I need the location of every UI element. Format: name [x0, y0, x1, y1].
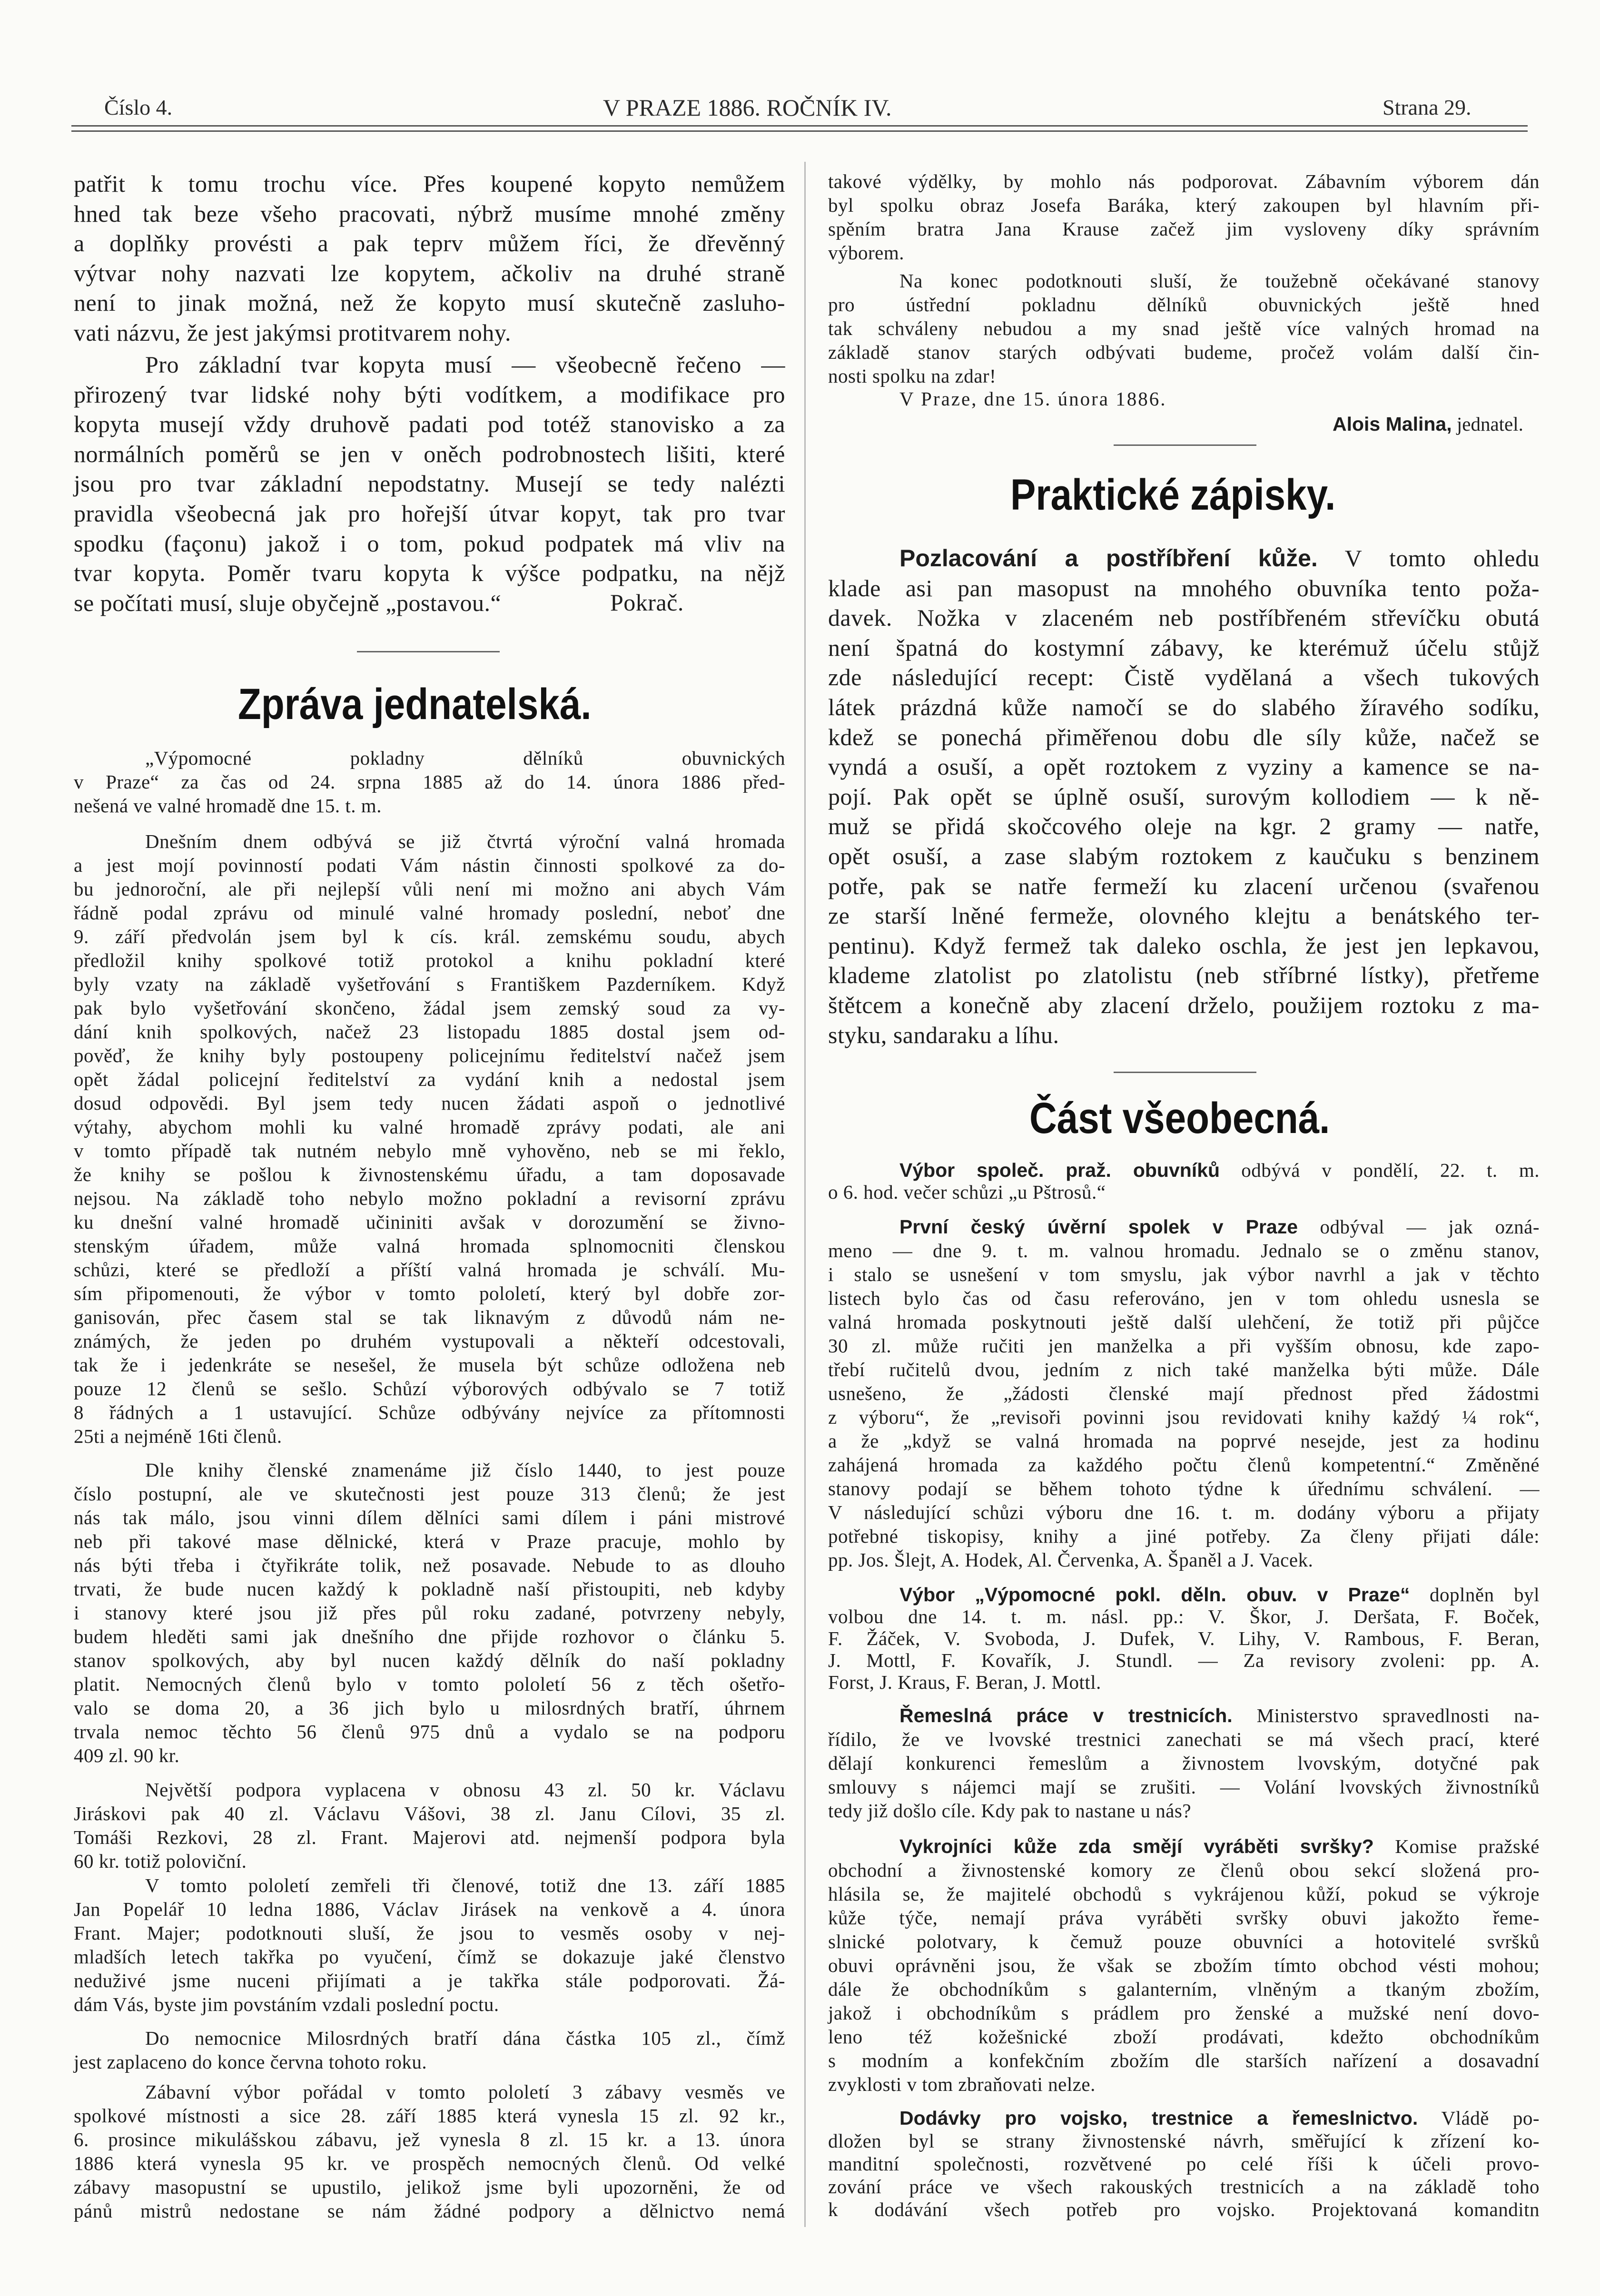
- text-line: jest zaplaceno do konce června tohoto roku.: [74, 2051, 427, 2073]
- text-line: že knihy se pošlou k živnostenskému úřadu, a tam doposavade: [74, 1163, 785, 1185]
- text-line: patřit k tomu trochu více. Přes koupené kopyto nemůžem: [74, 170, 785, 197]
- text-line: V následující schůzi výboru dne 16. t. m. dodány výboru a přijaty: [828, 1501, 1540, 1523]
- text-line: třebí ručitelů dvou, jedním z nich také manželka býti může. Dále: [828, 1359, 1540, 1380]
- line-text: odbývá v pondělí, 22. t. m.: [1220, 1159, 1540, 1181]
- section-divider: [1114, 1072, 1256, 1073]
- text-line: spodku (façonu) jakož i o tom, pokud podpatek má vliv na: [74, 530, 785, 557]
- text-line: byl spolku obraz Josefa Baráka, který zakoupen byl hlavním při-: [828, 194, 1540, 216]
- text-line: 30 zl. může ručiti jen manželka a při vyšším obnosu, kde zapo-: [828, 1335, 1540, 1357]
- text-line: pouze 12 členů se sešlo. Schůzí výborových odbývalo se 7 totiž: [74, 1378, 785, 1399]
- line-text: Vládě po-: [1418, 2107, 1540, 2129]
- news-item: [828, 1215, 1540, 1572]
- text-line: číslo postupní, ale ve skutečnosti jest pouze 313 členů; že jest: [74, 1483, 785, 1505]
- continued-note: [610, 588, 684, 618]
- text-line: štětcem a konečně aby zlacení drželo, použijem roztoku z ma-: [828, 991, 1540, 1018]
- text-line: kopyta musejí vždy druhově padati pod totéž stanovisko a za: [74, 411, 785, 438]
- text-line: [828, 1704, 1540, 1727]
- text-line: zvyklosti v tom zbraňovati nelze.: [828, 2073, 1096, 2095]
- text-line: dložen byl se strany živnostenské návrh, směřující k zřízení ko-: [828, 2130, 1540, 2152]
- text-line: není špatná do kostymní zábavy, ke kterémuž účelu stůjž: [828, 634, 1540, 661]
- text-line: 8 řádných a 1 ustavující. Schůze odbývány nejvíce za přítomnosti: [74, 1401, 785, 1423]
- text-line: 1886 která vynesla 95 kr. ve prospěch nemocných členů. Od velké: [74, 2152, 785, 2174]
- text-line: pro ústřední pokladnu dělníků obuvnických ještě hned: [828, 294, 1540, 315]
- paragraph: [74, 1778, 785, 1873]
- run-in-title: Výbor „Výpomocné pokl. děln. obuv. v Praze“: [899, 1584, 1410, 1606]
- section-divider: [357, 651, 500, 652]
- text-line: bu jednoroční, ale při nejlepší vůli není mi možno ani abych Vám: [74, 878, 785, 900]
- text-line: slnické polotvary, k čemuž pouze obuvníci a hotovitelé svršků: [828, 1931, 1540, 1952]
- text-line: valo se doma 20, a 36 jich bylo u milosrdných bratří, úhrnem: [74, 1697, 785, 1719]
- issue-number: Číslo 4.: [104, 95, 173, 119]
- text-line: zde následující recept: Čistě vydělaná a všech tukových: [828, 664, 1540, 691]
- text-line: spěním bratra Jana Krause začež jim vysloveny díky správním: [828, 218, 1540, 240]
- column-divider: [804, 162, 806, 2227]
- text-line: stenským úřadem, může valná hromada splnomocniti členskou: [74, 1235, 785, 1257]
- run-in-title: Vykrojníci kůže zda smějí vyráběti svršky?: [899, 1835, 1374, 1857]
- paragraph: [74, 2080, 785, 2223]
- text-line: [828, 1834, 1540, 1858]
- text-line: [828, 1159, 1540, 1181]
- news-item: [828, 1159, 1540, 1203]
- news-item: [828, 2107, 1540, 2221]
- text-line: manditní společnosti, rozvětvené po celé říši k účeli provo-: [828, 2153, 1540, 2175]
- text-line: pověď, že knihy byly postoupeny policejnímu ředitelství načež jsem: [74, 1045, 785, 1066]
- text-line: jakož i obchodníkům s prádlem pro ženské a mužské není dovo-: [828, 2002, 1540, 2024]
- text-line: vati názvu, že jest jakýmsi protitvarem nohy.: [74, 319, 512, 346]
- text-line: hned tak beze všeho pracovati, nýbrž musíme mnohé změny: [74, 200, 785, 227]
- text-line: Jiráskovi pak 40 zl. Václavu Vášovi, 38 zl. Janu Cílovi, 35 zl.: [74, 1803, 785, 1824]
- text-line: a že „když se valná hromada na poprvé nesejde, jest za hodinu: [828, 1430, 1540, 1452]
- text-line: dání knih spolkových, načež 23 listopadu 1885 dostal jsem od-: [74, 1021, 785, 1043]
- news-item: [828, 1834, 1540, 2096]
- line-text: Ministerstvo spravedlnosti na-: [1232, 1705, 1540, 1726]
- text-line: obuvi oprávněni jsou, že však se zbožím tímto obchod vésti mohou;: [828, 1954, 1540, 1976]
- signer-name: Alois Malina,: [1333, 413, 1452, 435]
- text-line: nejsou. Na základě toho nebylo možno pokladní a revisorní zprávu: [74, 1187, 785, 1209]
- report-intro: [74, 746, 785, 818]
- text-line: nosti spolku na zdar!: [828, 365, 997, 387]
- text-line: pentinu). Když fermež tak daleko oschla, že jest jen lepkavou,: [828, 932, 1540, 959]
- paragraph: [74, 169, 785, 348]
- text-line: výtahy, abychom mohli ku valné hromadě zprávy podati, ale ani: [74, 1116, 785, 1138]
- page-number: Strana 29.: [1383, 95, 1472, 119]
- text-line: trvati, že bude nucen každý k pokladně naší přistoupiti, neb kdyby: [74, 1578, 785, 1600]
- text-line: výtvar nohy nazvati lze kopytem, ačkoliv na druhé straně: [74, 259, 785, 286]
- text-line: z výboru“, že „revisoři povinni jsou revidovati knihy každý ¼ rok“,: [828, 1406, 1540, 1428]
- text-line: 25ti a nejméně 16ti členů.: [74, 1425, 282, 1447]
- text-line: Největší podpora vyplacena v obnosu 43 zl. 50 kr. Václavu: [145, 1779, 785, 1801]
- text-line: jsou pro tvar základní nepodstatny. Musejí se tedy nalézti: [74, 470, 785, 497]
- paragraph: [74, 829, 785, 1448]
- paragraph: [74, 1458, 785, 1767]
- signer-role: jednatel.: [1456, 413, 1523, 435]
- text-line: klademe zlatolist po zlatolistu (neb stříbrné lístky), přetřeme: [828, 962, 1540, 989]
- run-in-title: První český úvěrní spolek v Praze: [899, 1216, 1298, 1238]
- paragraph: [74, 1873, 785, 2016]
- text-line: Na konec podotknouti sluší, že toužebně očekávané stanovy: [899, 270, 1540, 292]
- text-line: ze starší lněné fermeže, olovného klejtu a benátského ter-: [828, 902, 1540, 929]
- text-line: dám Vás, byste jim povstáním vzdali poslední poctu.: [74, 1993, 499, 2015]
- text-line: přirozený tvar lidské nohy býti vodítkem, a modifikace pro: [74, 381, 785, 408]
- continued-label: Pokrač.: [610, 589, 684, 616]
- news-item: [828, 1584, 1540, 1693]
- text-line: neb při takové mase dělnické, která v Praze pracuje, mohlo by: [74, 1530, 785, 1552]
- text-line: platit. Nemocných členů bylo v tomto pololetí 56 z těch ošetřo-: [74, 1673, 785, 1695]
- text-line: známých, že jeden po druhém vystupovali a někteří odcestovali,: [74, 1330, 785, 1352]
- text-line: [828, 1584, 1540, 1606]
- text-line: Dnešním dnem odbývá se již čtvrtá výroční valná hromada: [145, 830, 785, 852]
- text-line: volbou dne 14. t. m. násl. pp.: V. Škor, J. Deršata, F. Boček,: [828, 1606, 1540, 1627]
- text-line: stanov spolkových, aby byl nucen každý dělník do naší pokladny: [74, 1649, 785, 1671]
- text-line: kdež se ponechá přiměřenou dobu dle síly kůže, načež se: [828, 723, 1540, 750]
- text-line: opět osuší, a zase slabým roztokem z kaučuku s benzinem: [828, 842, 1540, 869]
- line-text: Komise pražské: [1373, 1835, 1540, 1857]
- text-line: pak bylo vyšetřování skončeno, žádal jsem zemský soud za vy-: [74, 997, 785, 1019]
- text-line: výborem.: [828, 242, 904, 264]
- text-line: takové výdělky, by mohlo nás podporovat. Zábavním výborem dán: [828, 170, 1540, 192]
- text-line: stanovy podají se během tohoto týdne k úřednímu schválení. —: [828, 1478, 1540, 1499]
- text-line: základě stanov starých odbývati budeme, pročež volám další čin-: [828, 341, 1540, 363]
- text-line: usnešeno, že „žádosti členské mají přednost před žádostmi: [828, 1382, 1540, 1404]
- news-item: [828, 1704, 1540, 1823]
- masthead-title: V PRAZE 1886. ROČNÍK IV.: [603, 94, 892, 121]
- text-line: zování práce ve všech rakouských trestnicích a na základě toho: [828, 2176, 1540, 2197]
- text-line: i stalo se usnešení v tom smyslu, jak výbor navrhl a jak v těchto: [828, 1263, 1540, 1285]
- text-line: potře, pak se natře fermeží ku zlacení určenou (svařenou: [828, 872, 1540, 899]
- text-line: tvar kopyta. Poměr tvaru kopyta k výšce podpatku, na nějž: [74, 560, 785, 587]
- text-line: látek prázdná kůže namočí se do slabého žíravého sodíku,: [828, 693, 1540, 720]
- text-line: nešená ve valné hromadě dne 15. t. m.: [74, 795, 382, 817]
- paragraph: [828, 169, 1540, 265]
- text-line: sím připomenouti, že výbor v tomto pololetí, který byl dobře zor-: [74, 1282, 785, 1304]
- text-line: dosud odpovědi. Byl jsem tedy nucen žádati aspoň o jednotlivé: [74, 1092, 785, 1114]
- text-line: pánů mistrů nedostane se nám žádné podpory a dělnictvo nemá: [74, 2200, 785, 2222]
- text-line: tak schváleny nebudou a my snad ještě více valných hromad na: [828, 317, 1540, 339]
- text-line: klade asi pan masopust na mnohého obuvníka tento poža-: [828, 574, 1540, 601]
- text-line: budem hleděti sami jak dnešního dne přijde rozhovor o článku 5.: [74, 1626, 785, 1647]
- report-date: V Praze, dne 15. února 1886.: [899, 388, 1167, 410]
- text-line: meno — dne 9. t. m. valnou hromadu. Jednalo se o změnu stanov,: [828, 1240, 1540, 1261]
- text-line: davek. Nožka v zlaceném neb postříbřeném střevíčku obutá: [828, 604, 1540, 631]
- run-in-title: Výbor společ. praž. obuvníků: [899, 1159, 1220, 1181]
- text-line: Jan Popelář 10 ledna 1886, Václav Jirásek na venkově a 4. února: [74, 1898, 785, 1920]
- text-line: s modním a konfekčním zbožím dle starších nařízení a dosavadní: [828, 2050, 1540, 2071]
- text-line: pp. Jos. Šlejt, A. Hodek, Al. Červenka, A. Španěl a J. Vacek.: [828, 1549, 1314, 1571]
- text-line: zábavy masopustní se upustilo, jelikož jsme byli upozorněni, že od: [74, 2176, 785, 2198]
- text-line: neduživé jsme nuceni přijímati a je takřka stále podporovati. Žá-: [74, 1970, 785, 1991]
- run-in-title: Pozlacování a postříbření kůže.: [899, 545, 1318, 572]
- text-line: „Výpomocné pokladny dělníků obuvnických: [145, 747, 785, 769]
- text-line: tedy již došlo cíle. Kdy pak to nastane u nás?: [828, 1800, 1192, 1822]
- text-line: hlásila se, že majitelé obchodů s vykrájenou kůží, pokud se výkroje: [828, 1883, 1540, 1905]
- text-line: nás tak málo, jsou vinni dílem dělníci sami dílem i páni mistrové: [74, 1507, 785, 1528]
- text-line: Pro základní tvar kopyta musí — všeobecně řečeno —: [145, 351, 785, 378]
- paragraph: [828, 269, 1540, 388]
- text-line: [828, 2107, 1540, 2129]
- text-line: v tomto případě tak nutném nebylo mně vyhověno, neb se mi řeklo,: [74, 1140, 785, 1162]
- text-line: nás býti třeba i čtyřikráte tolik, než posavade. Nebude to as dlouho: [74, 1554, 785, 1576]
- text-line: Do nemocnice Milosrdných bratří dána částka 105 zl., čímž: [145, 2027, 785, 2049]
- text-line: F. Žáček, V. Svoboda, J. Dufek, V. Lihy, V. Rambous, F. Beran,: [828, 1627, 1540, 1649]
- text-line: dále že obchodníkům s galanterním, vlněným a tkaným zbožím,: [828, 1978, 1540, 2000]
- text-line: leno též kožešnické zboží prodávati, kdežto obchodníkům: [828, 2026, 1540, 2048]
- text-line: V tomto pololetí zemřeli tři členové, totiž dne 13. září 1885: [145, 1874, 785, 1896]
- text-line: styku, sandaraku a líhu.: [828, 1021, 1059, 1048]
- signature: [1333, 412, 1523, 436]
- header-rule-top: [71, 125, 1528, 127]
- text-line: 409 zl. 90 kr.: [74, 1744, 180, 1766]
- text-line: dělají konkurenci řemeslům a živnostem lvovským, dotyčné pak: [828, 1752, 1540, 1774]
- text-line: spolkové místnosti a sice 28. září 1885 která vynesla 15 zl. 92 kr.,: [74, 2105, 785, 2127]
- run-in-title: Řemeslná práce v trestnicích.: [899, 1705, 1233, 1726]
- text-line: Tomáši Rezkovi, 28 zl. Frant. Majerovi atd. nejmenší podpora byla: [74, 1826, 785, 1848]
- text-line: o 6. hod. večer schůzi „u Pštrosů.“: [828, 1181, 1106, 1203]
- text-line: byly vzaty na základě vyšetřování s Františkem Pazderníkem. Když: [74, 973, 785, 995]
- text-line: a doplňky provésti a pak teprv můžem říci, že dřevěnný: [74, 230, 785, 257]
- text-line: zahájená hromada za každého počtu členů kompetentní.“ Změněné: [828, 1454, 1540, 1476]
- text-line: vyndá a osuší, a opět roztokem z vyziny a kamence se na-: [828, 753, 1540, 780]
- text-line: a jest mojí povinností podati Vám nástin činnosti spolkové za do-: [74, 854, 785, 876]
- line-text: doplněn byl: [1410, 1584, 1540, 1606]
- text-line: řídilo, že ve lvovské trestnici zanechati se má všech prací, které: [828, 1728, 1540, 1750]
- section-heading: Zpráva jednatelská.: [238, 680, 592, 729]
- text-line: opět žádal policejní ředitelství za vydání knih a nedostal jsem: [74, 1068, 785, 1090]
- line-text: odbýval — jak ozná-: [1298, 1216, 1540, 1238]
- text-line: muž se přidá skočcového oleje na kgr. 2 gramy — natře,: [828, 813, 1540, 840]
- text-line: i stanovy které jsou již přes půl roku zadané, potvrzeny nebyly,: [74, 1602, 785, 1624]
- section-heading: Praktické zápisky.: [1010, 470, 1336, 519]
- header-rule-bottom: [71, 130, 1528, 132]
- text-line: se počítati musí, sluje obyčejně „postavou.“: [74, 589, 502, 616]
- text-line: smlouvy s nájemci mají se zrušiti. — Volání lvovských živnostníků: [828, 1776, 1540, 1798]
- text-line: Zábavní výbor pořádal v tomto pololetí 3 zábavy vesměs ve: [145, 2081, 785, 2103]
- section-heading: Část všeobecná.: [1029, 1094, 1330, 1143]
- text-line: [828, 1215, 1540, 1239]
- text-line: Frant. Majer; podotknouti sluší, že jsou to vesměs osoby v nej-: [74, 1922, 785, 1944]
- text-line: ku dnešní valné hromadě učininiti avšak v dorozumění se živno-: [74, 1211, 785, 1233]
- text-line: Dle knihy členské znamenáme již číslo 1440, to jest pouze: [145, 1459, 785, 1481]
- section-divider: [1114, 444, 1256, 446]
- paragraph: [74, 2026, 785, 2074]
- text-line: kůže týče, nemají práva vyráběti svršky obuvi jakožto řeme-: [828, 1907, 1540, 1929]
- text-line: mladších letech takřka po vyučení, čímž se dokazuje jaké členstvo: [74, 1946, 785, 1968]
- paragraph: [828, 543, 1540, 1050]
- text-line: 60 kr. totiž poloviční.: [74, 1850, 247, 1872]
- text-line: listech bylo čas od času referováno, jen v tom ohledu usnesla se: [828, 1287, 1540, 1309]
- text-line: tak že i jedenkráte se nesešel, že musela být schůze odložena neb: [74, 1354, 785, 1376]
- text-line: potřebné tiskopisy, knihy a jiné potřeby. Za členy přijati dále:: [828, 1525, 1540, 1547]
- text-line: k dodávání všech potřeb pro vojsko. Projektovaná komanditn: [828, 2198, 1540, 2220]
- text-line: ganisován, přec časem stal se tak liknavým z důvodů nám ne-: [74, 1306, 785, 1328]
- text-line: schůzi, které se předloží a příští valná hromada je schválí. Mu-: [74, 1259, 785, 1281]
- text-line: valná hromada poskytnouti ještě další ulehčení, že totiž při půjčce: [828, 1311, 1540, 1333]
- text-line: řádně podal zprávu od minulé valné hromady poslední, neboť dne: [74, 902, 785, 924]
- run-in-title: Dodávky pro vojsko, trestnice a řemeslnictvo.: [899, 2107, 1418, 2129]
- text-line: 9. září předvolán jsem byl k cís. král. zemskému soudu, abych: [74, 926, 785, 947]
- text-line: 6. prosince mikulášskou zábavu, jež vynesla 8 zl. 15 kr. a 13. února: [74, 2128, 785, 2150]
- text-line: pojí. Pak opět se úplně osuší, surovým kollodiem — k ně-: [828, 783, 1540, 810]
- text-line: Forst, J. Kraus, F. Beran, J. Mottl.: [828, 1671, 1101, 1693]
- text-line: předložil knihy spolkové totiž protokol a knihu pokladní které: [74, 949, 785, 971]
- text-line: normálních poměrů se jen v oněch podrobnostech lišiti, které: [74, 440, 785, 467]
- text-line: J. Mottl, F. Kovařík, J. Stundl. — Za revisory zvoleni: pp. A.: [828, 1649, 1540, 1671]
- line-text: V tomto ohledu: [1317, 545, 1540, 572]
- text-line: pravidla všeobecná jak pro hořejší útvar kopyt, tak pro tvar: [74, 500, 785, 527]
- text-line: trvala nemoc těchto 56 členů 975 dnů a vydalo se na podporu: [74, 1721, 785, 1743]
- paragraph: [74, 350, 785, 618]
- text-line: není to jinak možná, než že kopyto musí skutečně zasluho-: [74, 289, 785, 316]
- text-line: [828, 543, 1540, 573]
- text-line: v Praze“ za čas od 24. srpna 1885 až do 14. února 1886 před-: [74, 771, 785, 793]
- text-line: obchodní a živnostenské komory ze členů obou sekcí složená pro-: [828, 1859, 1540, 1881]
